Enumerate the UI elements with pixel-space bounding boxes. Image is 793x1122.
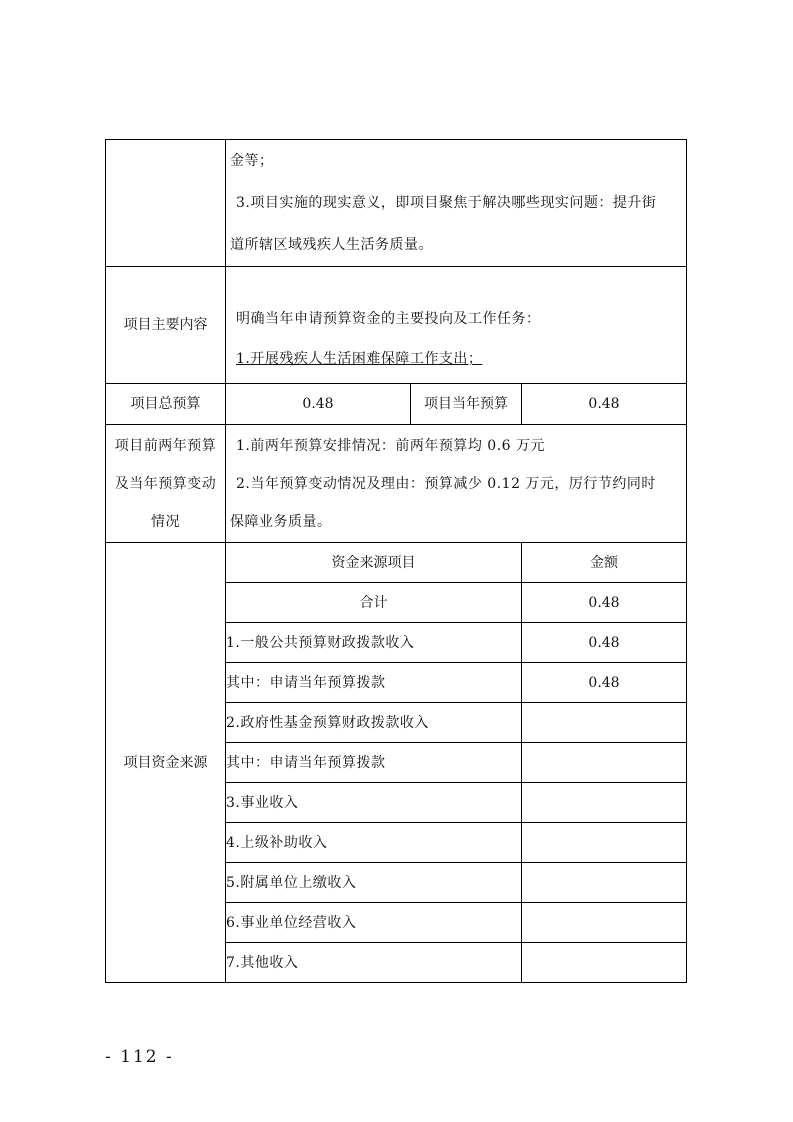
continuation-line-2: 3.项目实施的现实意义，即项目聚焦于解决哪些现实问题：提升街 (236, 195, 657, 211)
funding-row-amount: 0.48 (522, 663, 687, 703)
funding-row-amount: 0.48 (522, 623, 687, 663)
budget-change-line-2a: 2.当年预算变动情况及理由：预算减少 0.12 万元，厉行节约同时 (236, 475, 656, 492)
project-budget-table (105, 139, 687, 983)
main-content-intro: 明确当年申请预算资金的主要投向及工作任务： (236, 311, 541, 327)
budget-row (106, 384, 687, 425)
funding-row-amount (522, 903, 687, 943)
funding-header-amount: 金额 (522, 543, 687, 583)
main-content-item-1: 1.开展残疾人生活困难保障工作支出； (236, 351, 483, 367)
funding-row-item: 5.附属单位上缴收入 (226, 863, 522, 903)
continuation-label-cell (106, 140, 226, 267)
funding-row-amount (522, 743, 687, 783)
budget-change-line-1: 1.前两年预算安排情况：前两年预算均 0.6 万元 (236, 437, 546, 454)
current-budget-label: 项目当年预算 (411, 384, 522, 425)
continuation-line-3: 道所辖区域残疾人生活务质量。 (230, 237, 433, 253)
funding-row-item: 1.一般公共预算财政拨款收入 (226, 623, 522, 663)
funding-row-amount (522, 823, 687, 863)
budget-change-label-line-3: 情况 (151, 513, 180, 530)
funding-row-amount (522, 703, 687, 743)
budget-change-content (226, 425, 687, 543)
budget-change-line-2b: 保障业务质量。 (230, 513, 332, 530)
total-budget-label: 项目总预算 (106, 384, 226, 425)
continuation-row (106, 140, 687, 267)
funding-row-item: 其中：申请当年预算拨款 (226, 663, 522, 703)
continuation-line-1: 金等； (230, 153, 274, 169)
budget-change-label-line-2: 及当年预算变动 (114, 475, 217, 492)
page-number: - 112 - (105, 1047, 174, 1067)
main-content-cell (226, 267, 687, 384)
budget-change-label (106, 425, 226, 543)
funding-header-item: 资金来源项目 (226, 543, 522, 583)
main-content-label: 项目主要内容 (106, 267, 226, 384)
current-budget-value: 0.48 (522, 384, 687, 425)
funding-row-item: 其中：申请当年预算拨款 (226, 743, 522, 783)
total-budget-value: 0.48 (226, 384, 411, 425)
funding-row-amount (522, 783, 687, 823)
funding-header-row (106, 543, 687, 583)
budget-change-row (106, 425, 687, 543)
main-content-row (106, 267, 687, 384)
funding-row-item: 2.政府性基金预算财政拨款收入 (226, 703, 522, 743)
continuation-content-cell (226, 140, 687, 267)
funding-row-amount (522, 943, 687, 983)
budget-change-label-line-1: 项目前两年预算 (114, 437, 217, 454)
funding-row-item: 合计 (226, 583, 522, 623)
funding-row-item: 7.其他收入 (226, 943, 522, 983)
funding-row-amount (522, 863, 687, 903)
funding-row-amount: 0.48 (522, 583, 687, 623)
funding-row-item: 3.事业收入 (226, 783, 522, 823)
funding-source-label: 项目资金来源 (106, 543, 226, 983)
funding-row-item: 6.事业单位经营收入 (226, 903, 522, 943)
funding-row-item: 4.上级补助收入 (226, 823, 522, 863)
